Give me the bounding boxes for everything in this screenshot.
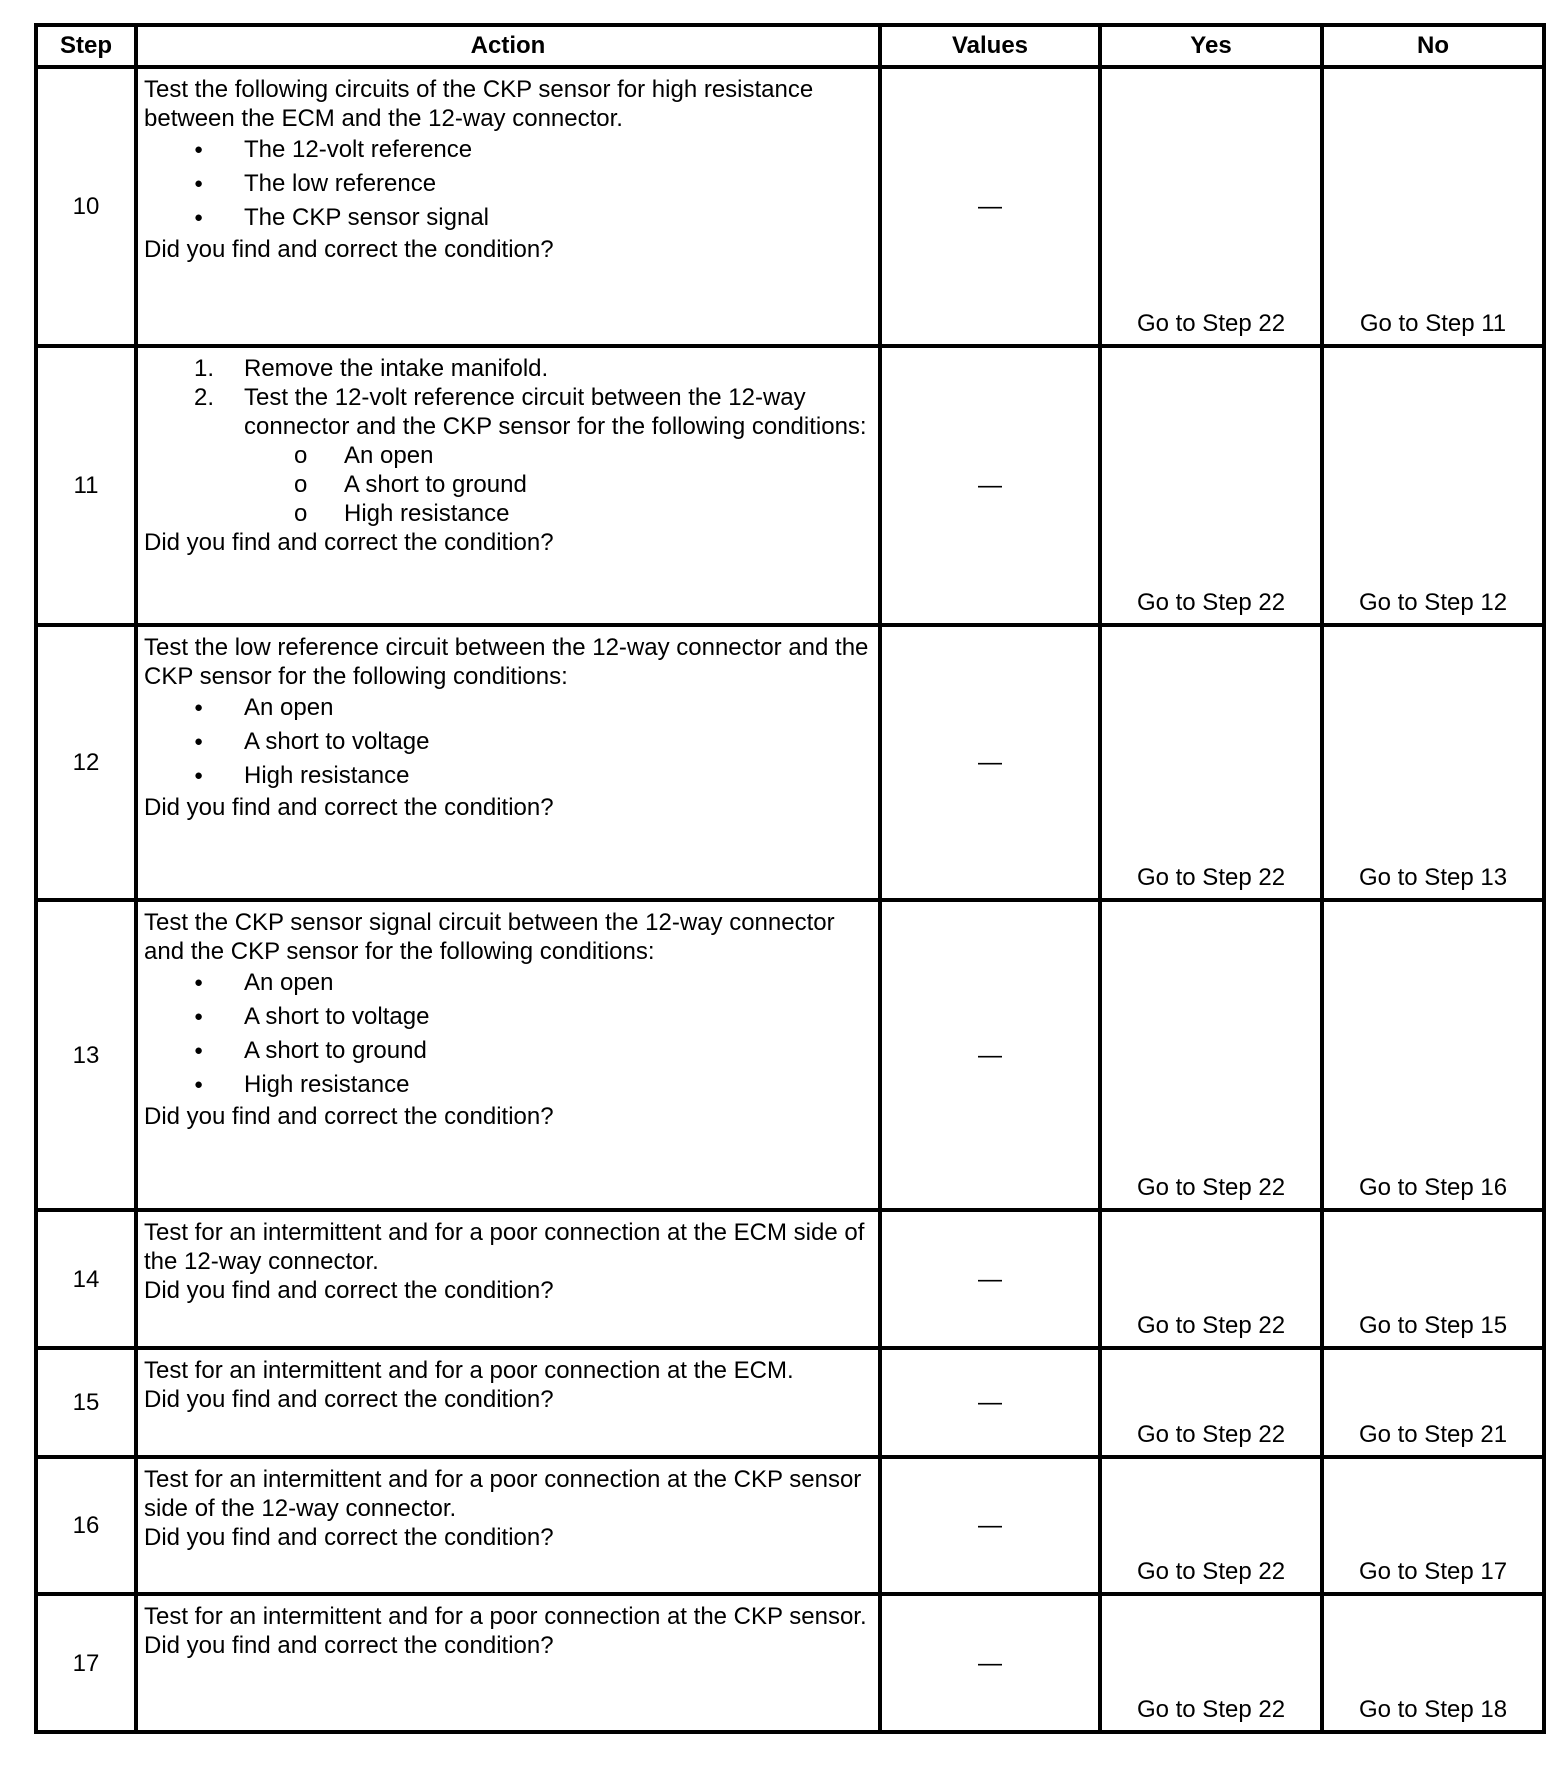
yes-cell: Go to Step 22 — [1100, 1594, 1322, 1732]
dash-value: — — [978, 1265, 1002, 1293]
list-item: ● High resistance — [194, 759, 872, 793]
step-number: 17 — [36, 1594, 136, 1732]
header-values: Values — [880, 25, 1100, 67]
no-cell: Go to Step 12 — [1322, 346, 1544, 625]
action-question: Did you find and correct the condition? — [144, 529, 554, 556]
sub-list-item: o High resistance — [294, 499, 872, 528]
list-item: ● An open — [194, 966, 872, 1000]
yes-cell: Go to Step 22 — [1100, 900, 1322, 1210]
no-cell: Go to Step 18 — [1322, 1594, 1544, 1732]
table-row — [36, 1457, 1544, 1594]
list-item: ● The low reference — [194, 167, 872, 201]
values-cell — [880, 625, 1100, 900]
dash-value: — — [978, 1389, 1002, 1416]
table-row — [36, 67, 1544, 346]
action-question: Did you find and correct the condition? — [144, 1103, 554, 1130]
action-text: Test the following circuits of the CKP sensor for high resistance between the ECM and the 12-way connector. — [144, 76, 814, 132]
table-row — [36, 346, 1544, 625]
table-row — [36, 1594, 1544, 1732]
header-no: No — [1322, 25, 1544, 67]
header-yes: Yes — [1100, 25, 1322, 67]
no-cell: Go to Step 16 — [1322, 900, 1544, 1210]
yes-cell: Go to Step 22 — [1100, 346, 1322, 625]
yes-cell: Go to Step 22 — [1100, 1348, 1322, 1457]
no-cell: Go to Step 15 — [1322, 1210, 1544, 1348]
dash-value: — — [978, 1649, 1002, 1677]
values-cell — [880, 346, 1100, 625]
list-number: 2. — [194, 384, 215, 411]
step-number: 11 — [36, 346, 136, 625]
header-row — [36, 25, 1544, 67]
action-cell — [136, 1210, 880, 1348]
list-item-text: Test the 12-volt reference circuit between the 12-way connector and the CKP sensor for the following conditions: — [244, 384, 867, 440]
values-cell — [880, 1594, 1100, 1732]
action-cell — [136, 346, 880, 625]
step-number: 12 — [36, 625, 136, 900]
condition-list — [144, 966, 872, 1102]
list-item: ● The CKP sensor signal — [194, 201, 872, 235]
list-item: ● The 12-volt reference — [194, 133, 872, 167]
list-item: ● High resistance — [194, 1068, 872, 1102]
values-cell — [880, 67, 1100, 346]
sub-list — [244, 441, 872, 528]
no-cell: Go to Step 21 — [1322, 1348, 1544, 1457]
condition-list — [144, 691, 872, 793]
action-text: Test for an intermittent and for a poor connection at the CKP sensor side of the 12-way connector. — [144, 1466, 862, 1522]
sub-list-item: o An open — [294, 441, 872, 470]
dash-value: — — [978, 193, 1002, 220]
yes-cell: Go to Step 22 — [1100, 1210, 1322, 1348]
header-action: Action — [136, 25, 880, 67]
table-row — [36, 1210, 1544, 1348]
no-cell: Go to Step 17 — [1322, 1457, 1544, 1594]
action-question: Did you find and correct the condition? — [144, 1386, 554, 1413]
action-text: Test for an intermittent and for a poor connection at the ECM side of the 12-way connector. — [144, 1219, 865, 1275]
header-step: Step — [36, 25, 136, 67]
step-number: 10 — [36, 67, 136, 346]
action-cell — [136, 1348, 880, 1457]
yes-cell: Go to Step 22 — [1100, 1457, 1322, 1594]
list-item: ● A short to ground — [194, 1034, 872, 1068]
step-number: 13 — [36, 900, 136, 1210]
dash-value: — — [978, 472, 1002, 499]
yes-cell: Go to Step 22 — [1100, 625, 1322, 900]
table-row — [36, 1348, 1544, 1457]
table-row — [36, 900, 1544, 1210]
dash-value: — — [978, 1512, 1002, 1539]
action-question: Did you find and correct the condition? — [144, 236, 554, 263]
step-number: 15 — [36, 1348, 136, 1457]
action-question: Did you find and correct the condition? — [144, 1524, 554, 1551]
dash-value: — — [978, 749, 1002, 776]
values-cell — [880, 1457, 1100, 1594]
sub-list-item: o A short to ground — [294, 470, 872, 499]
list-number: 1. — [194, 355, 215, 382]
table-row — [36, 625, 1544, 900]
action-cell — [136, 67, 880, 346]
action-cell — [136, 1457, 880, 1594]
action-cell — [136, 900, 880, 1210]
action-text: Test the low reference circuit between the 12-way connector and the CKP sensor for the following conditions: — [144, 634, 869, 690]
action-cell — [136, 1594, 880, 1732]
numbered-list — [144, 354, 872, 528]
action-question: Did you find and correct the condition? — [144, 794, 554, 821]
action-cell — [136, 625, 880, 900]
values-cell — [880, 1210, 1100, 1348]
list-item: ● An open — [194, 691, 872, 725]
values-cell — [880, 900, 1100, 1210]
list-item: ● A short to voltage — [194, 725, 872, 759]
step-number: 16 — [36, 1457, 136, 1594]
values-cell — [880, 1348, 1100, 1457]
list-item-text: Remove the intake manifold. — [244, 355, 549, 382]
no-cell: Go to Step 13 — [1322, 625, 1544, 900]
no-cell: Go to Step 11 — [1322, 67, 1544, 346]
dash-value: — — [978, 1041, 1002, 1069]
yes-cell: Go to Step 22 — [1100, 67, 1322, 346]
list-item: ● A short to voltage — [194, 1000, 872, 1034]
action-text: Test the CKP sensor signal circuit between the 12-way connector and the CKP sensor for the following conditions: — [144, 909, 835, 965]
action-question: Did you find and correct the condition? — [144, 1277, 554, 1304]
action-text: Test for an intermittent and for a poor connection at the CKP sensor. — [144, 1603, 867, 1630]
action-text: Test for an intermittent and for a poor connection at the ECM. — [144, 1357, 794, 1384]
list-item — [194, 383, 872, 528]
condition-list — [144, 133, 872, 235]
action-question: Did you find and correct the condition? — [144, 1632, 554, 1659]
list-item — [194, 354, 872, 383]
step-number: 14 — [36, 1210, 136, 1348]
diagnostic-table — [34, 23, 1546, 1734]
